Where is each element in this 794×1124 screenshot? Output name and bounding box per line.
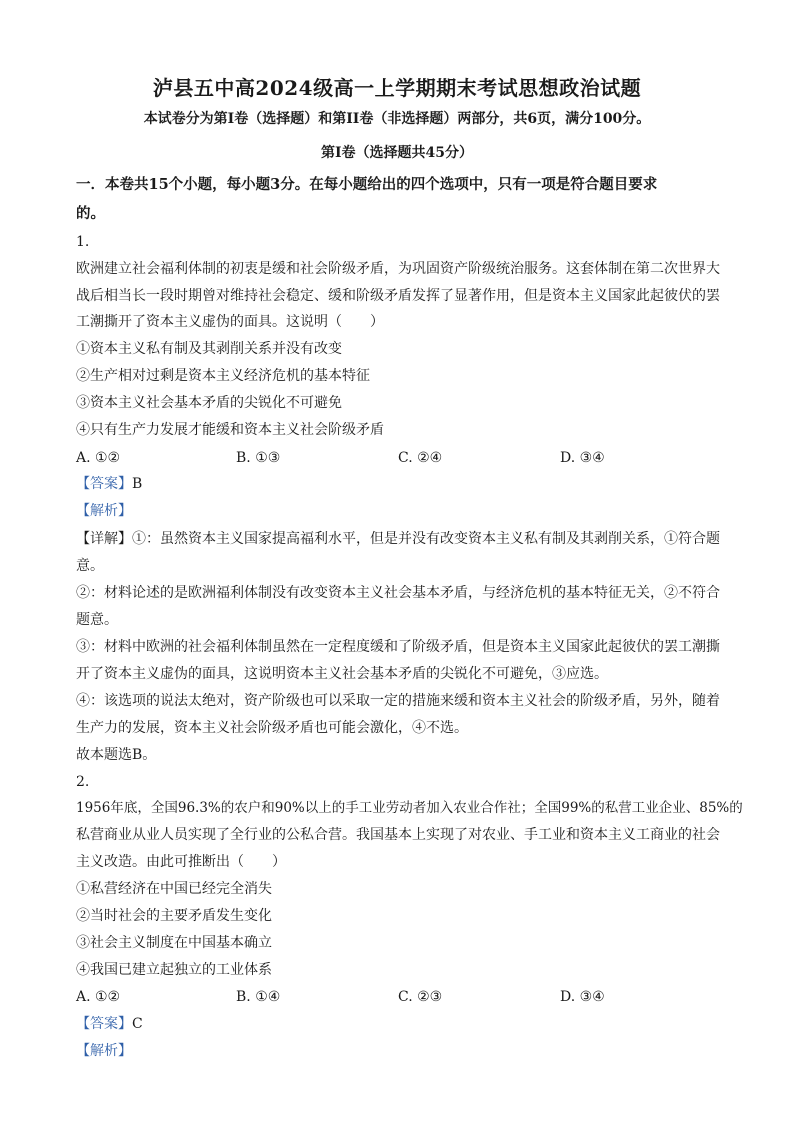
question-1-detail-line: 意。: [76, 558, 104, 574]
instruction-line-2: 的。: [76, 205, 105, 222]
question-1-item: ①资本主义私有制及其剥削关系并没有改变: [76, 341, 342, 357]
question-2-stem-line: 主义改造。由此可推断出（ ）: [76, 854, 286, 870]
question-1-detail-line: ④：该选项的说法太绝对，资产阶级也可以采取一定的措施来缓和资本主义社会的阶级矛盾，另外，随着: [76, 693, 720, 709]
question-2-stem-line: 私营商业从业人员实现了全行业的公私合营。我国基本上实现了对农业、手工业和资本主义工商业的社会: [76, 827, 720, 843]
question-1-item: ②生产相对过剩是资本主义经济危机的基本特征: [76, 368, 370, 384]
question-2-answer: [76, 1014, 143, 1034]
detail-tag: 【详解】: [76, 531, 132, 547]
question-1-item: ③资本主义社会基本矛盾的尖锐化不可避免: [76, 395, 342, 411]
question-2-item: ④我国已建立起独立的工业体系: [76, 962, 272, 978]
question-1-answer: [76, 474, 142, 494]
answer-tag: 【答案】: [76, 1016, 132, 1032]
question-1-detail-line: [76, 529, 720, 549]
section-heading: 第I卷（选择题共45分）: [320, 145, 474, 161]
question-1-stem-line: 工潮撕开了资本主义虚伪的面具。这说明（ ）: [76, 314, 384, 330]
question-1-item: ④只有生产力发展才能缓和资本主义社会阶级矛盾: [76, 422, 384, 438]
question-1-option-a: A. ①②: [76, 450, 121, 466]
question-2-option-a: A. ①②: [76, 989, 121, 1005]
question-1-detail-line: 题意。: [76, 612, 118, 628]
answer-value: B: [132, 476, 143, 492]
answer-tag: 【答案】: [76, 476, 132, 492]
exam-title: 泸县五中高2024级高一上学期期末考试思想政治试题: [152, 76, 642, 100]
instructions: [76, 170, 726, 228]
question-1-option-b: B. ①③: [236, 450, 281, 466]
question-1-option-d: D. ③④: [560, 450, 605, 466]
answer-value: C: [132, 1016, 143, 1032]
detail-text: ①：虽然资本主义国家提高福利水平，但是并没有改变资本主义私有制及其剥削关系，①符合题: [132, 531, 720, 547]
question-1-option-c: C. ②④: [398, 450, 443, 466]
question-1-conclusion: 故本题选B。: [76, 747, 157, 763]
question-1-stem-line: 欧洲建立社会福利体制的初衷是缓和社会阶级矛盾，为巩固资产阶级统治服务。这套体制在第二次世界大: [76, 261, 720, 277]
question-2-analysis-tag: 【解析】: [76, 1043, 132, 1059]
instruction-line-1: 一．本卷共15个小题，每小题3分。在每小题给出的四个选项中，只有一项是符合题目要求: [76, 176, 658, 193]
question-2-stem-line: 1956年底，全国96.3%的农户和90%以上的手工业劳动者加入农业合作社；全国99%的私营工业企业、85%的: [76, 800, 743, 816]
question-1-detail-line: 开了资本主义虚伪的面具，这说明资本主义社会基本矛盾的尖锐化不可避免，③应选。: [76, 666, 608, 682]
question-1-analysis-tag: 【解析】: [76, 503, 132, 519]
question-2-option-b: B. ①④: [236, 989, 281, 1005]
question-1-detail-line: ②：材料论述的是欧洲福利体制没有改变资本主义社会基本矛盾，与经济危机的基本特征无关，②不符合: [76, 585, 720, 601]
question-1-detail-line: ③：材料中欧洲的社会福利体制虽然在一定程度缓和了阶级矛盾，但是资本主义国家此起彼伏的罢工潮撕: [76, 639, 720, 655]
question-1-number: 1.: [76, 234, 90, 250]
question-2-option-c: C. ②③: [398, 989, 443, 1005]
exam-subtitle: 本试卷分为第I卷（选择题）和第II卷（非选择题）两部分，共6页，满分100分。: [143, 111, 651, 127]
question-1-detail-line: 生产力的发展，资本主义社会阶级矛盾也可能会激化，④不选。: [76, 720, 468, 736]
question-2-number: 2.: [76, 774, 90, 790]
question-2-option-d: D. ③④: [560, 989, 605, 1005]
question-2-item: ②当时社会的主要矛盾发生变化: [76, 908, 272, 924]
question-2-item: ①私营经济在中国已经完全消失: [76, 881, 272, 897]
question-2-item: ③社会主义制度在中国基本确立: [76, 935, 272, 951]
question-1-stem-line: 战后相当长一段时期曾对维持社会稳定、缓和阶级矛盾发挥了显著作用，但是资本主义国家此起彼伏的罢: [76, 288, 720, 304]
